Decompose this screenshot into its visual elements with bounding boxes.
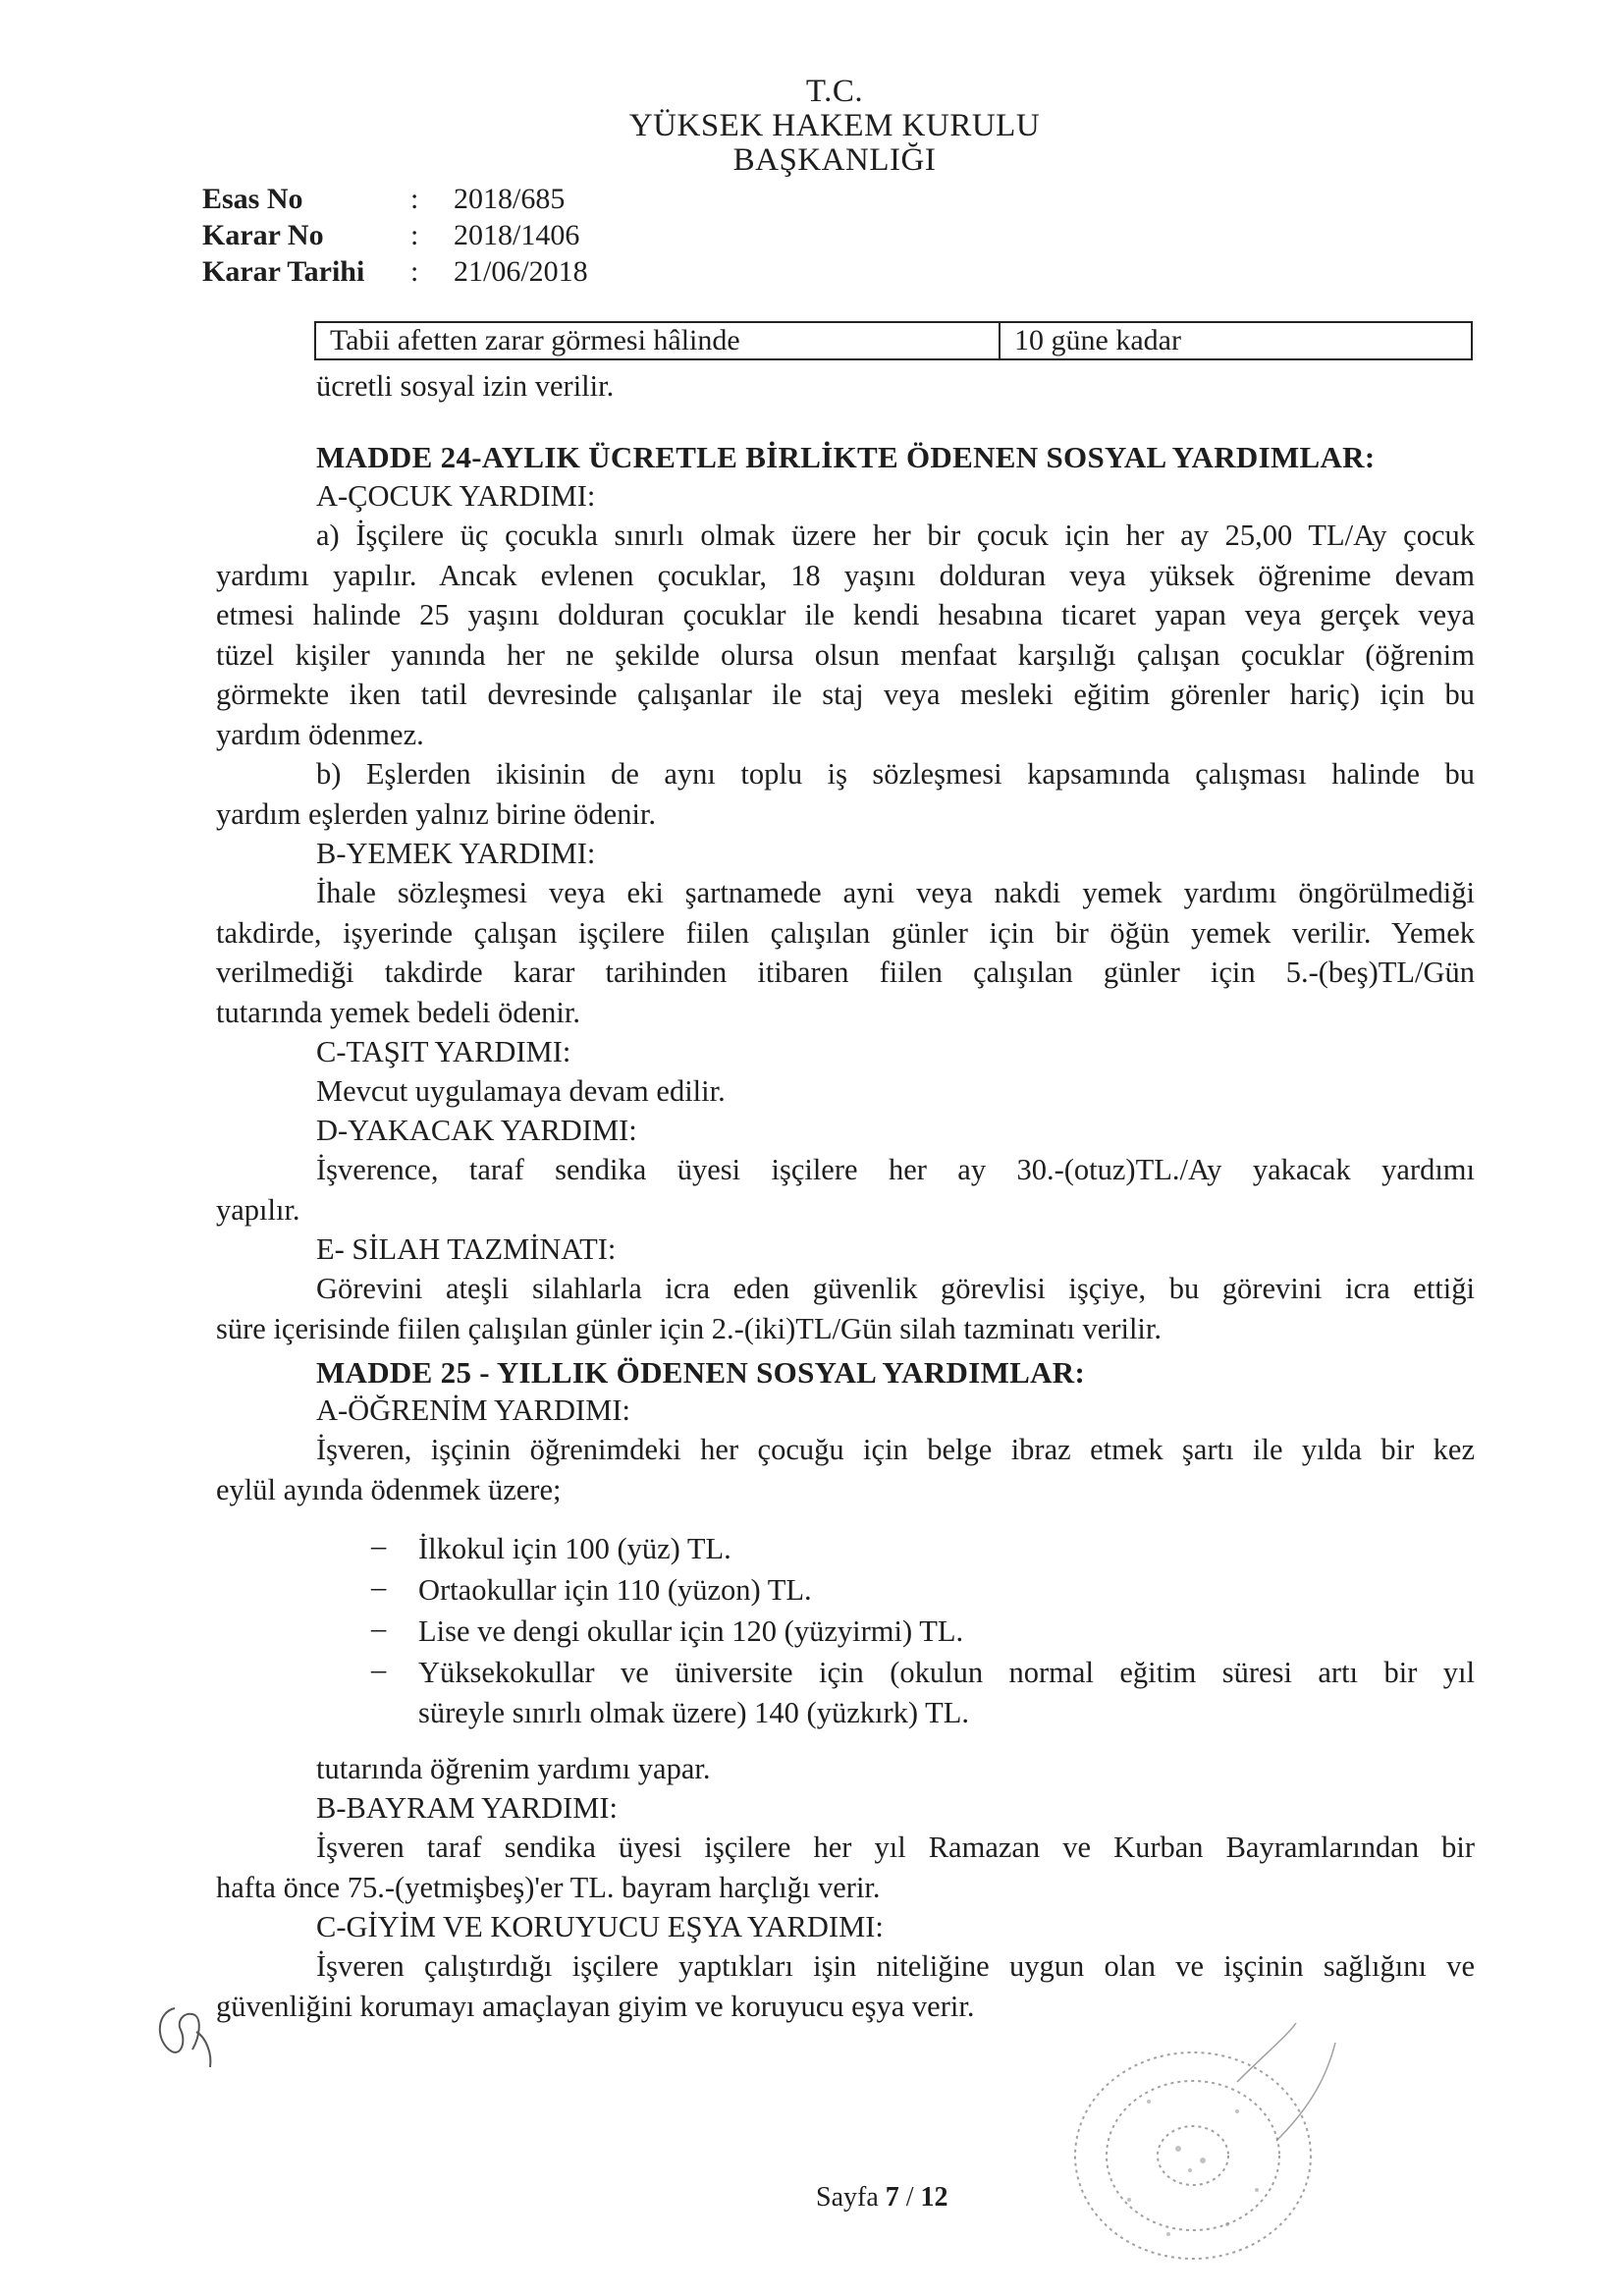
paragraph-line: güvenliğini korumayı amaçlayan giyim ve koruyucu eşya verir. bbox=[216, 1989, 975, 2023]
madde25-c-paragraph bbox=[216, 1946, 1475, 2026]
tarih-label: Karar Tarihi bbox=[202, 255, 365, 288]
paragraph-line: tutarında yemek bedeli ödenir. bbox=[216, 995, 580, 1029]
paragraph-line: b) Eşlerden ikisinin de aynı toplu iş sözleşmesi kapsamında çalışması halinde bu bbox=[316, 757, 1475, 791]
karar-colon: : bbox=[410, 219, 419, 251]
bullet-item: İlkokul için 100 (yüz) TL. bbox=[418, 1532, 731, 1565]
bullet-item: Lise ve dengi okullar için 120 (yüzyirmi) TL. bbox=[418, 1614, 964, 1648]
madde24-a-b-paragraph bbox=[216, 754, 1475, 834]
madde24-a-title: A-ÇOCUK YARDIMI: bbox=[316, 479, 596, 513]
paragraph-line: verilmediği takdirde karar tarihinden itibaren fiilen çalışılan günler için 5.-(beş)TL/Gün bbox=[216, 956, 1475, 989]
madde24-b-title: B-YEMEK YARDIMI: bbox=[316, 837, 596, 870]
paragraph-line: etmesi halinde 25 yaşını dolduran çocuklar ile kendi hesabına ticaret yapan veya gerçek veya bbox=[216, 598, 1475, 631]
madde24-b-paragraph bbox=[216, 873, 1475, 1032]
madde25-a-title: A-ÖĞRENİM YARDIMI: bbox=[316, 1394, 630, 1427]
paragraph-line: yardım eşlerden yalnız birine ödenir. bbox=[216, 796, 657, 831]
madde24-e-paragraph bbox=[216, 1269, 1475, 1348]
madde25-b-title: B-BAYRAM YARDIMI: bbox=[316, 1791, 619, 1825]
esas-value: 2018/685 bbox=[454, 183, 566, 215]
page-prefix: Sayfa bbox=[816, 2182, 879, 2213]
esas-colon: : bbox=[410, 183, 419, 215]
karar-label: Karar No bbox=[202, 219, 324, 251]
paragraph-line: görmekte iken tatil devresinde çalışanlar ile staj veya mesleki eğitim görenler hariç) için bu bbox=[216, 678, 1475, 711]
header-tc: T.C. bbox=[805, 74, 864, 109]
leave-table-row bbox=[314, 321, 1473, 360]
madde25-a-after: tutarında öğrenim yardımı yapar. bbox=[316, 1752, 711, 1785]
paragraph-line: süreyle sınırlı olmak üzere) 140 (yüzkırk) TL. bbox=[418, 1695, 969, 1729]
madde25-a-paragraph bbox=[216, 1430, 1475, 1509]
table-cell-right: 10 güne kadar bbox=[1014, 324, 1181, 356]
tarih-value: 21/06/2018 bbox=[454, 255, 588, 288]
esas-label: Esas No bbox=[202, 183, 303, 215]
bullet-item: Ortaokullar için 110 (yüzon) TL. bbox=[418, 1573, 812, 1607]
page-number bbox=[816, 2182, 948, 2214]
paragraph-line: İşveren, işçinin öğrenimdeki her çocuğu için belge ibraz etmek şartı ile yılda bir kez bbox=[316, 1433, 1475, 1466]
paragraph-line: eylül ayında ödenmek üzere; bbox=[216, 1472, 562, 1506]
paragraph-line: hafta önce 75.-(yetmişbeş)'er TL. bayram harçlığı verir. bbox=[216, 1870, 881, 1904]
paragraph-line: tüzel kişiler yanında her ne şekilde olursa olsun menfaat karşılığı çalışan çocuklar (öğrenim bbox=[216, 637, 1475, 672]
paragraph-line: İşveren çalıştırdığı işçilere yaptıkları işin niteliğine uygun olan ve işçinin sağlığını ve bbox=[316, 1949, 1475, 1983]
header-org-line2: BAŞKANLIĞI bbox=[732, 142, 937, 178]
paragraph-line: İşveren taraf sendika üyesi işçilere her yıl Ramazan ve Kurban Bayramlarından bir bbox=[316, 1831, 1475, 1864]
bullet-item bbox=[418, 1653, 1475, 1732]
bullet-dash: – bbox=[371, 1653, 387, 1686]
paragraph-line: yardımı yapılır. Ancak evlenen çocuklar, 18 yaşını dolduran veya yüksek öğrenime devam bbox=[216, 558, 1475, 592]
paragraph-line: süre içerisinde fiilen çalışılan günler için 2.-(iki)TL/Gün silah tazminatı verilir. bbox=[216, 1311, 1162, 1345]
madde24-d-paragraph bbox=[216, 1150, 1475, 1230]
paragraph-line: yapılır. bbox=[216, 1192, 300, 1227]
madde24-e-title: E- SİLAH TAZMİNATI: bbox=[316, 1232, 617, 1266]
madde25-c-title: C-GİYİM VE KORUYUCU EŞYA YARDIMI: bbox=[316, 1910, 884, 1943]
paragraph-line: Görevini ateşli silahlarla icra eden güvenlik görevlisi işçiye, bu görevini icra ettiği bbox=[316, 1272, 1475, 1305]
madde24-a-a-paragraph bbox=[216, 516, 1475, 754]
madde25-title: MADDE 25 - YILLIK ÖDENEN SOSYAL YARDIMLAR: bbox=[316, 1355, 1086, 1390]
page-total: 12 bbox=[920, 2182, 948, 2213]
after-table-text: ücretli sosyal izin verilir. bbox=[316, 369, 615, 403]
paragraph-line: yardım ödenmez. bbox=[216, 717, 424, 751]
tarih-colon: : bbox=[410, 255, 419, 288]
madde24-d-title: D-YAKACAK YARDIMI: bbox=[316, 1114, 637, 1147]
page-current: 7 bbox=[885, 2182, 899, 2213]
karar-value: 2018/1406 bbox=[454, 219, 580, 251]
table-cell-left: Tabii afetten zarar görmesi hâlinde bbox=[330, 324, 740, 356]
bullet-dash: – bbox=[371, 1570, 387, 1604]
madde25-b-paragraph bbox=[216, 1828, 1475, 1907]
official-stamp bbox=[1031, 2023, 1355, 2288]
initials-signature bbox=[147, 1998, 226, 2077]
madde24-title: MADDE 24-AYLIK ÜCRETLE BİRLİKTE ÖDENEN SOSYAL YARDIMLAR: bbox=[316, 440, 1376, 474]
paragraph-line: İhale sözleşmesi veya eki şartnamede ayni veya nakdi yemek yardımı öngörülmediği bbox=[316, 876, 1475, 909]
bullet-dash: – bbox=[371, 1529, 387, 1562]
bullet-dash: – bbox=[371, 1612, 387, 1645]
madde24-c-text: Mevcut uygulamaya devam edilir. bbox=[316, 1074, 726, 1108]
paragraph-line: takdirde, işyerinde çalışan işçilere fiilen çalışılan günler için bir öğün yemek verilir. Yemek bbox=[216, 915, 1475, 950]
madde24-c-title: C-TAŞIT YARDIMI: bbox=[316, 1035, 571, 1068]
paragraph-line: a) İşçilere üç çocukla sınırlı olmak üzere her bir çocuk için her ay 25,00 TL/Ay çocuk bbox=[316, 519, 1475, 552]
page-separator: / bbox=[905, 2182, 914, 2213]
header-org-line1: YÜKSEK HAKEM KURULU bbox=[628, 108, 1041, 143]
paragraph-line: Yüksekokullar ve üniversite için (okulun normal eğitim süresi artı bir yıl bbox=[418, 1656, 1475, 1689]
paragraph-line: İşverence, taraf sendika üyesi işçilere her ay 30.-(otuz)TL./Ay yakacak yardımı bbox=[316, 1153, 1475, 1186]
